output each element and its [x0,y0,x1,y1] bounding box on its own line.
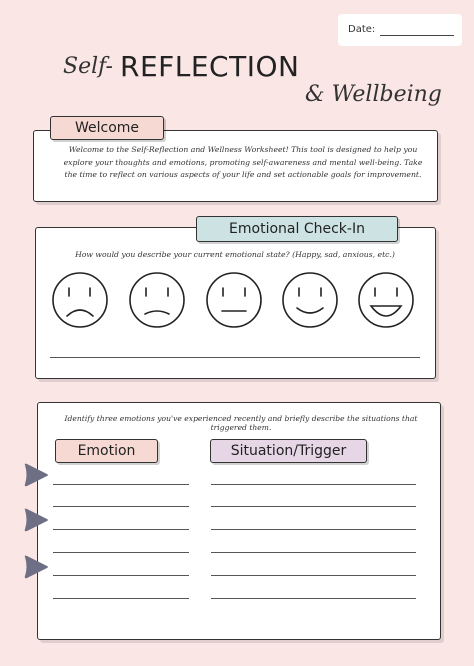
slightly-sad-face-icon[interactable] [130,273,184,327]
neutral-face-icon[interactable] [207,273,261,327]
arrow-marker-icon [22,462,50,488]
welcome-text: Welcome to the Self-Reflection and Wellness Worksheet! This tool is designed to help you explore your thoughts and emotions, promoting self-awareness and mental well-being. Take the time to reflect on various aspects of your life and set actionable goals for improvement. [63,145,423,179]
emotion-line[interactable] [53,529,189,530]
trigger-tag [210,439,367,463]
emotions-box [37,402,441,640]
arrow-marker-icon [22,554,50,580]
trigger-line[interactable] [211,552,416,553]
emotions-prompt: Identify three emotions you've experienced recently and briefly describe the situations that triggered them. [64,414,418,432]
emotion-col-label: Emotion [77,443,136,459]
sad-face-icon[interactable] [53,273,107,327]
emotion-line[interactable] [53,575,189,576]
date-field[interactable] [380,35,454,36]
checkin-tag [196,216,398,242]
trigger-line[interactable] [211,598,416,599]
emotion-line[interactable] [53,552,189,553]
emotion-tag [55,439,158,463]
faces-row [40,268,430,334]
welcome-tag [50,116,164,140]
title-self: Self- [63,54,113,79]
checkin-answer-line[interactable] [50,357,420,358]
emotion-line[interactable] [53,506,189,507]
trigger-line[interactable] [211,529,416,530]
title-reflection: REFLECTION [120,50,300,83]
trigger-line[interactable] [211,484,416,485]
emotion-line[interactable] [53,598,189,599]
smile-face-icon[interactable] [283,273,337,327]
happy-face-icon[interactable] [359,273,413,327]
title-wellbeing: & Wellbeing [305,82,442,107]
trigger-col-label: Situation/Trigger [230,443,347,459]
arrow-marker-icon [22,507,50,533]
checkin-question: How would you describe your current emotional state? (Happy, sad, anxious, etc.) [75,250,395,259]
emotion-line[interactable] [53,484,189,485]
trigger-line[interactable] [211,506,416,507]
trigger-line[interactable] [211,575,416,576]
date-label: Date: [348,24,376,35]
welcome-label: Welcome [74,120,140,136]
date-area [338,14,462,46]
checkin-label: Emotional Check-In [229,221,365,237]
